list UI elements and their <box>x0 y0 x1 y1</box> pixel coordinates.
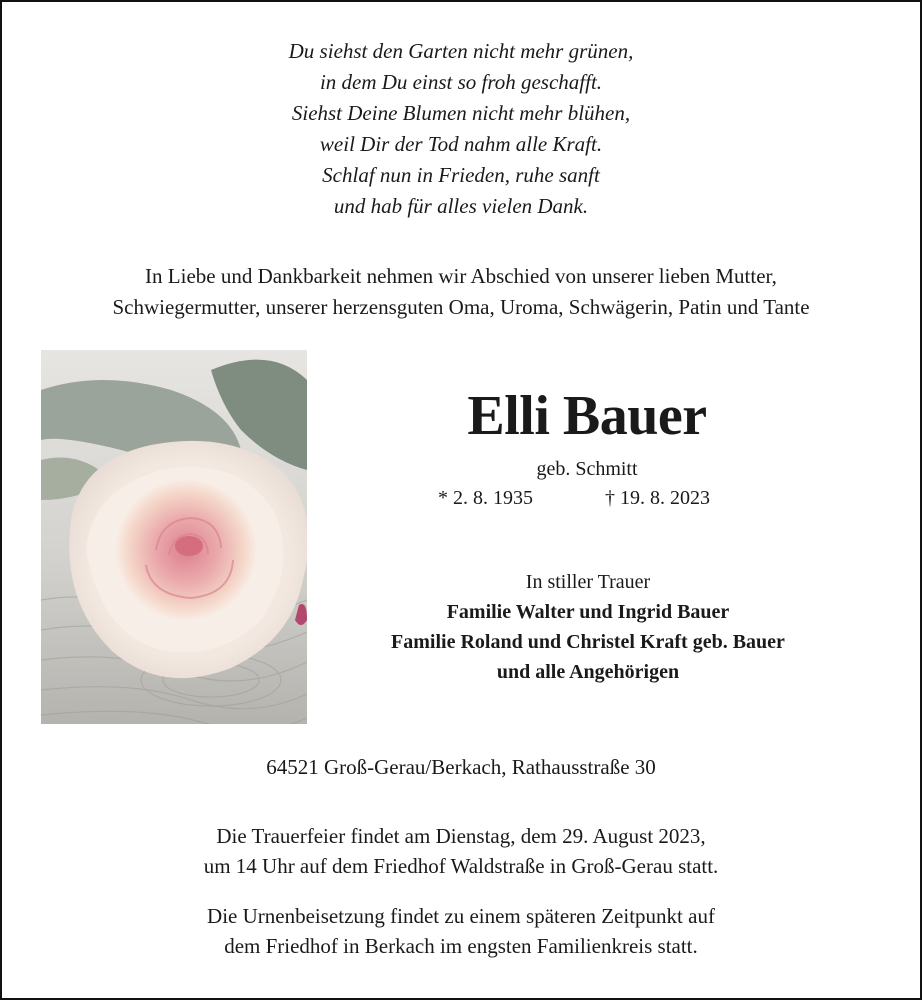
mourner-family: Familie Walter und Ingrid Bauer <box>446 601 730 623</box>
death-date: † 19. 8. 2023 <box>605 487 710 509</box>
birth-name: geb. Schmitt <box>536 458 638 480</box>
ceremony-info <box>0 821 922 881</box>
rose-photo <box>41 350 307 724</box>
poem-line: Schlaf nun in Frieden, ruhe sanft <box>322 163 600 187</box>
deceased-name: Elli Bauer <box>467 385 707 447</box>
intro-line: In Liebe und Dankbarkeit nehmen wir Abschied von unserer lieben Mutter, <box>145 264 777 288</box>
poem-line: Du siehst den Garten nicht mehr grünen, <box>288 39 634 63</box>
ceremony-line: um 14 Uhr auf dem Friedhof Waldstraße in Groß-Gerau statt. <box>203 854 719 878</box>
ceremony-line: Die Trauerfeier findet am Dienstag, dem 29. August 2023, <box>216 824 706 848</box>
mourner-family: und alle Angehörigen <box>496 661 680 683</box>
poem-line: in dem Du einst so froh geschafft. <box>319 70 603 94</box>
intro-line: Schwiegermutter, unserer herzensguten Oma, Uroma, Schwägerin, Patin und Tante <box>112 295 810 319</box>
birth-date: * 2. 8. 1935 <box>438 487 533 509</box>
poem-line: Siehst Deine Blumen nicht mehr blühen, <box>291 101 631 125</box>
burial-line: Die Urnenbeisetzung findet zu einem späteren Zeitpunkt auf <box>207 904 715 928</box>
burial-line: dem Friedhof in Berkach im engsten Familienkreis statt. <box>224 934 698 958</box>
burial-info <box>0 901 922 961</box>
address <box>0 752 922 782</box>
mourners-heading: In stiller Trauer <box>525 571 651 593</box>
farewell-intro <box>0 261 922 323</box>
address-line: 64521 Groß-Gerau/Berkach, Rathausstraße 30 <box>266 755 656 779</box>
mourners <box>318 567 858 687</box>
poem-line: und hab für alles vielen Dank. <box>333 194 589 218</box>
mourner-family: Familie Roland und Christel Kraft geb. Bauer <box>391 631 785 653</box>
poem <box>0 36 922 222</box>
poem-line: weil Dir der Tod nahm alle Kraft. <box>319 132 603 156</box>
